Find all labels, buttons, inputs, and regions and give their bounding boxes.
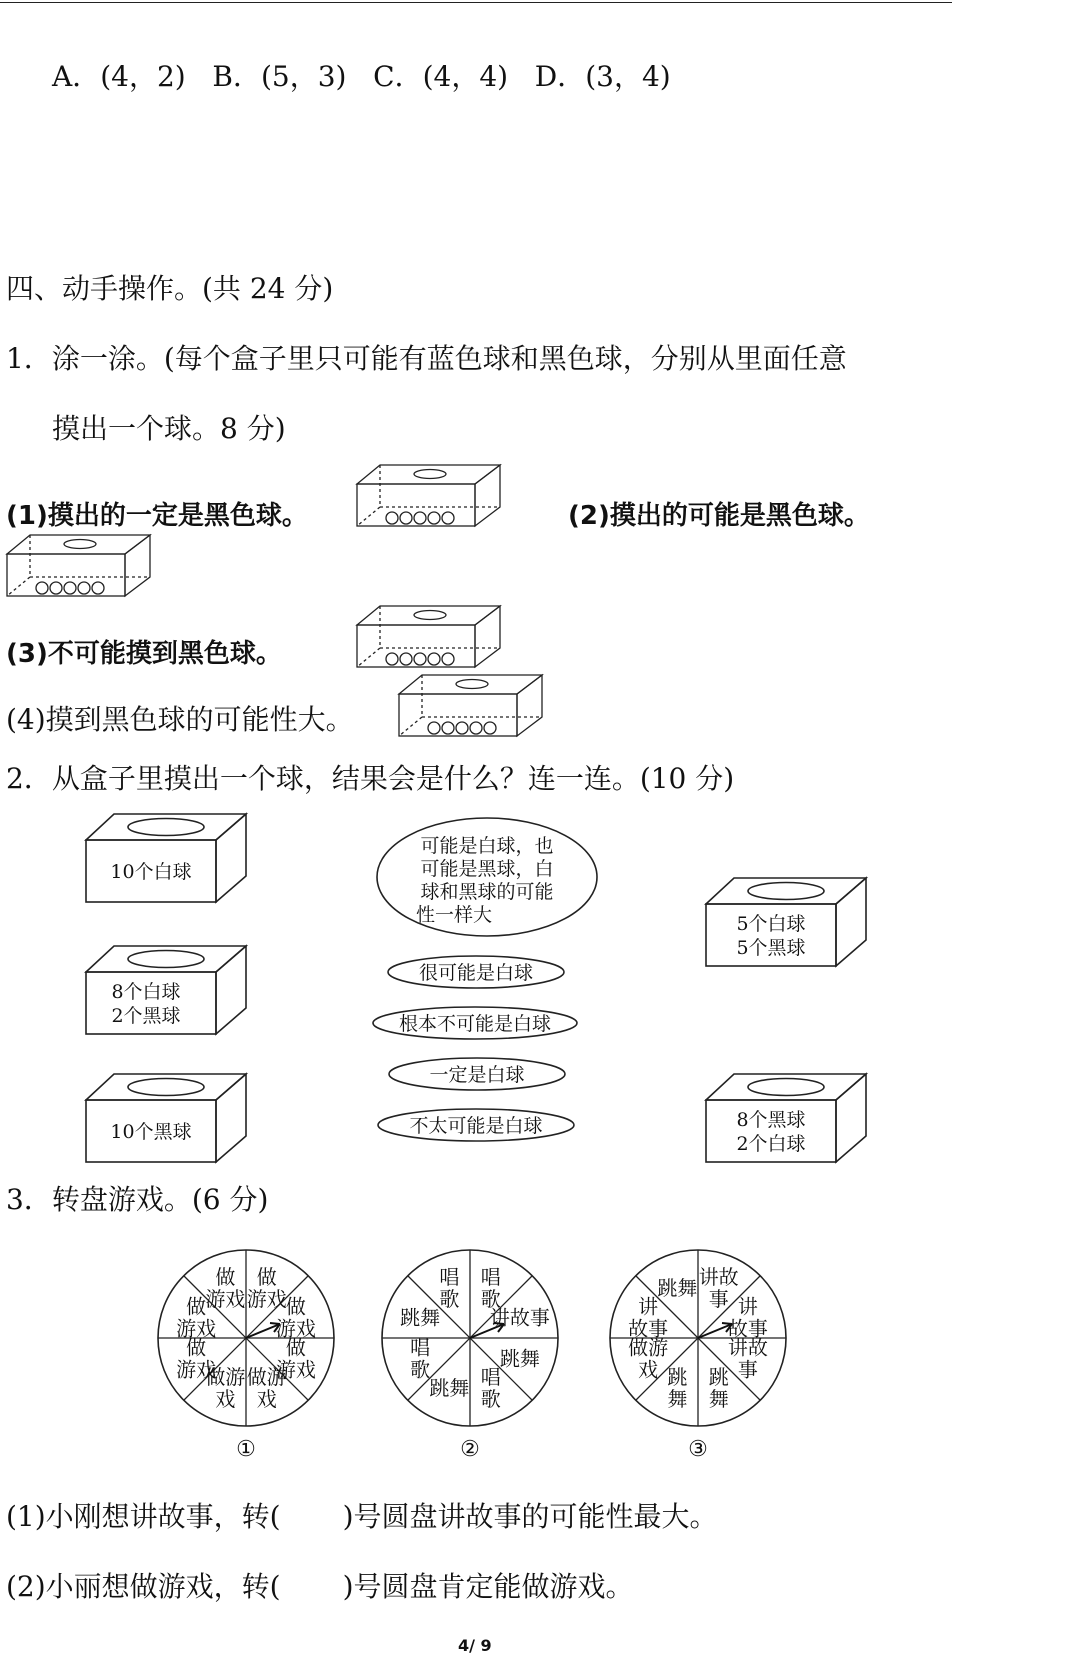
spinner-2-sector-4: 唱歌 xyxy=(480,1364,501,1411)
spinner-1-arrow[interactable] xyxy=(246,1323,280,1338)
choice-c: C．(4，4) xyxy=(373,60,509,93)
page-number: 4/ 9 xyxy=(458,1636,492,1655)
top-rule xyxy=(0,2,952,3)
spinner-2-sector-2: 讲故事 xyxy=(489,1305,550,1330)
ball-box-3 xyxy=(354,603,504,671)
q2-title: 2．从盒子里摸出一个球，结果会是什么？连一连。(10 分) xyxy=(6,762,735,795)
q2-box-2-line-1: 8个白球 xyxy=(111,981,181,1003)
q1-title-line1: 1．涂一涂。(每个盒子里只可能有蓝色球和黑色球，分别从里面任意 xyxy=(6,342,847,375)
q2-box-3-line: 10个黑球 xyxy=(110,1121,192,1143)
spinner-1-sector-2: 做游戏 xyxy=(275,1294,316,1341)
spinner-3-arrow[interactable] xyxy=(698,1323,732,1338)
outcome-big-line-3: 球和黑球的可能 xyxy=(420,881,554,903)
q2-box-1 xyxy=(84,812,250,904)
spinner-3-sector-7: 讲故事 xyxy=(628,1294,669,1341)
ball-box-4 xyxy=(396,672,546,740)
spinner-1-sector-6: 做游戏 xyxy=(176,1335,217,1382)
outcome-1: 很可能是白球 xyxy=(418,962,534,984)
q2-outcomes xyxy=(370,812,610,1152)
spinner-3-sector-2: 讲故事 xyxy=(727,1294,768,1341)
spinner-2-sector-7: 跳舞 xyxy=(400,1305,441,1330)
spinner-2-sector-6: 唱歌 xyxy=(410,1335,431,1382)
spinners xyxy=(150,1238,800,1468)
q2-box-3 xyxy=(84,1072,250,1164)
outcome-2: 根本不可能是白球 xyxy=(398,1013,552,1035)
outcome-big-line-4: 性一样大 xyxy=(415,904,493,926)
choice-d: D．(3，4) xyxy=(534,60,671,93)
q3-question-1 xyxy=(6,1500,718,1534)
q3-question-2 xyxy=(6,1570,634,1604)
outcome-big-line-1: 可能是白球，也 xyxy=(420,835,554,857)
spinner-3-sector-6: 做游戏 xyxy=(628,1335,669,1382)
answer-choices xyxy=(52,60,752,94)
choice-b: B．(5，3) xyxy=(212,60,347,93)
spinner-3 xyxy=(610,1250,786,1426)
outcome-3: 一定是白球 xyxy=(429,1064,525,1086)
spinner-3-sector-4: 跳舞 xyxy=(708,1364,729,1411)
outcome-big-line-2: 可能是黑球，白 xyxy=(420,858,554,880)
spinner-2-label: ② xyxy=(460,1437,480,1462)
q1-item-4: (4)摸到黑色球的可能性大。 xyxy=(6,703,354,736)
spinner-2-sector-1: 唱歌 xyxy=(480,1265,501,1312)
ball-box-2 xyxy=(4,532,154,600)
choice-a: A．(4，2) xyxy=(52,60,186,93)
q2-box-2-line-2: 2个黑球 xyxy=(111,1005,181,1027)
spinner-3-sector-8: 跳舞 xyxy=(657,1276,698,1301)
q1-title-line2: 摸出一个球。8 分) xyxy=(52,412,286,445)
q1-item-1: (1)摸出的一定是黑色球。 xyxy=(6,501,308,531)
spinner-2-sector-5: 跳舞 xyxy=(429,1375,470,1400)
spinner-2 xyxy=(382,1250,558,1426)
spinner-1-sector-3: 做游戏 xyxy=(275,1335,316,1382)
q1-item-3: (3)不可能摸到黑色球。 xyxy=(6,639,282,669)
q3-question-2-after: )号圆盘肯定能做游戏。 xyxy=(342,1570,634,1603)
spinner-1 xyxy=(158,1250,334,1426)
q2-box-5-line-2: 2个白球 xyxy=(736,1133,806,1155)
spinner-1-sector-8: 做游戏 xyxy=(205,1265,246,1312)
q3-title: 3．转盘游戏。(6 分) xyxy=(6,1183,269,1216)
q2-box-4-line-1: 5个白球 xyxy=(736,913,806,935)
spinner-1-sector-1: 做游戏 xyxy=(246,1265,287,1312)
ball-box-1 xyxy=(354,462,504,530)
q2-box-1-line: 10个白球 xyxy=(110,861,192,883)
outcome-4: 不太可能是白球 xyxy=(409,1115,543,1137)
spinner-3-label: ③ xyxy=(688,1437,708,1462)
spinner-3-sector-1: 讲故事 xyxy=(698,1265,739,1312)
spinner-3-sector-3: 讲故事 xyxy=(727,1335,768,1382)
q2-box-5 xyxy=(704,1072,870,1164)
q1-item-2: (2)摸出的可能是黑色球。 xyxy=(568,501,870,531)
q3-question-2-before: (2)小丽想做游戏，转( xyxy=(6,1570,281,1603)
q2-box-4 xyxy=(704,876,870,968)
q2-box-2 xyxy=(84,944,250,1036)
section-title: 四、动手操作。(共 24 分) xyxy=(6,272,334,305)
spinner-3-sector-5: 跳舞 xyxy=(667,1364,688,1411)
spinner-2-sector-3: 跳舞 xyxy=(499,1346,540,1371)
q2-box-5-line-1: 8个黑球 xyxy=(736,1109,806,1131)
q3-question-1-before: (1)小刚想讲故事，转( xyxy=(6,1500,281,1533)
spinner-1-sector-7: 做游戏 xyxy=(176,1294,217,1341)
q2-box-4-line-2: 5个黑球 xyxy=(736,937,806,959)
spinner-1-label: ① xyxy=(236,1437,256,1462)
spinner-1-sector-5: 做游戏 xyxy=(205,1364,246,1411)
spinner-1-sector-4: 做游戏 xyxy=(246,1364,287,1411)
spinner-2-sector-8: 唱歌 xyxy=(439,1265,460,1312)
q3-question-1-after: )号圆盘讲故事的可能性最大。 xyxy=(342,1500,718,1533)
